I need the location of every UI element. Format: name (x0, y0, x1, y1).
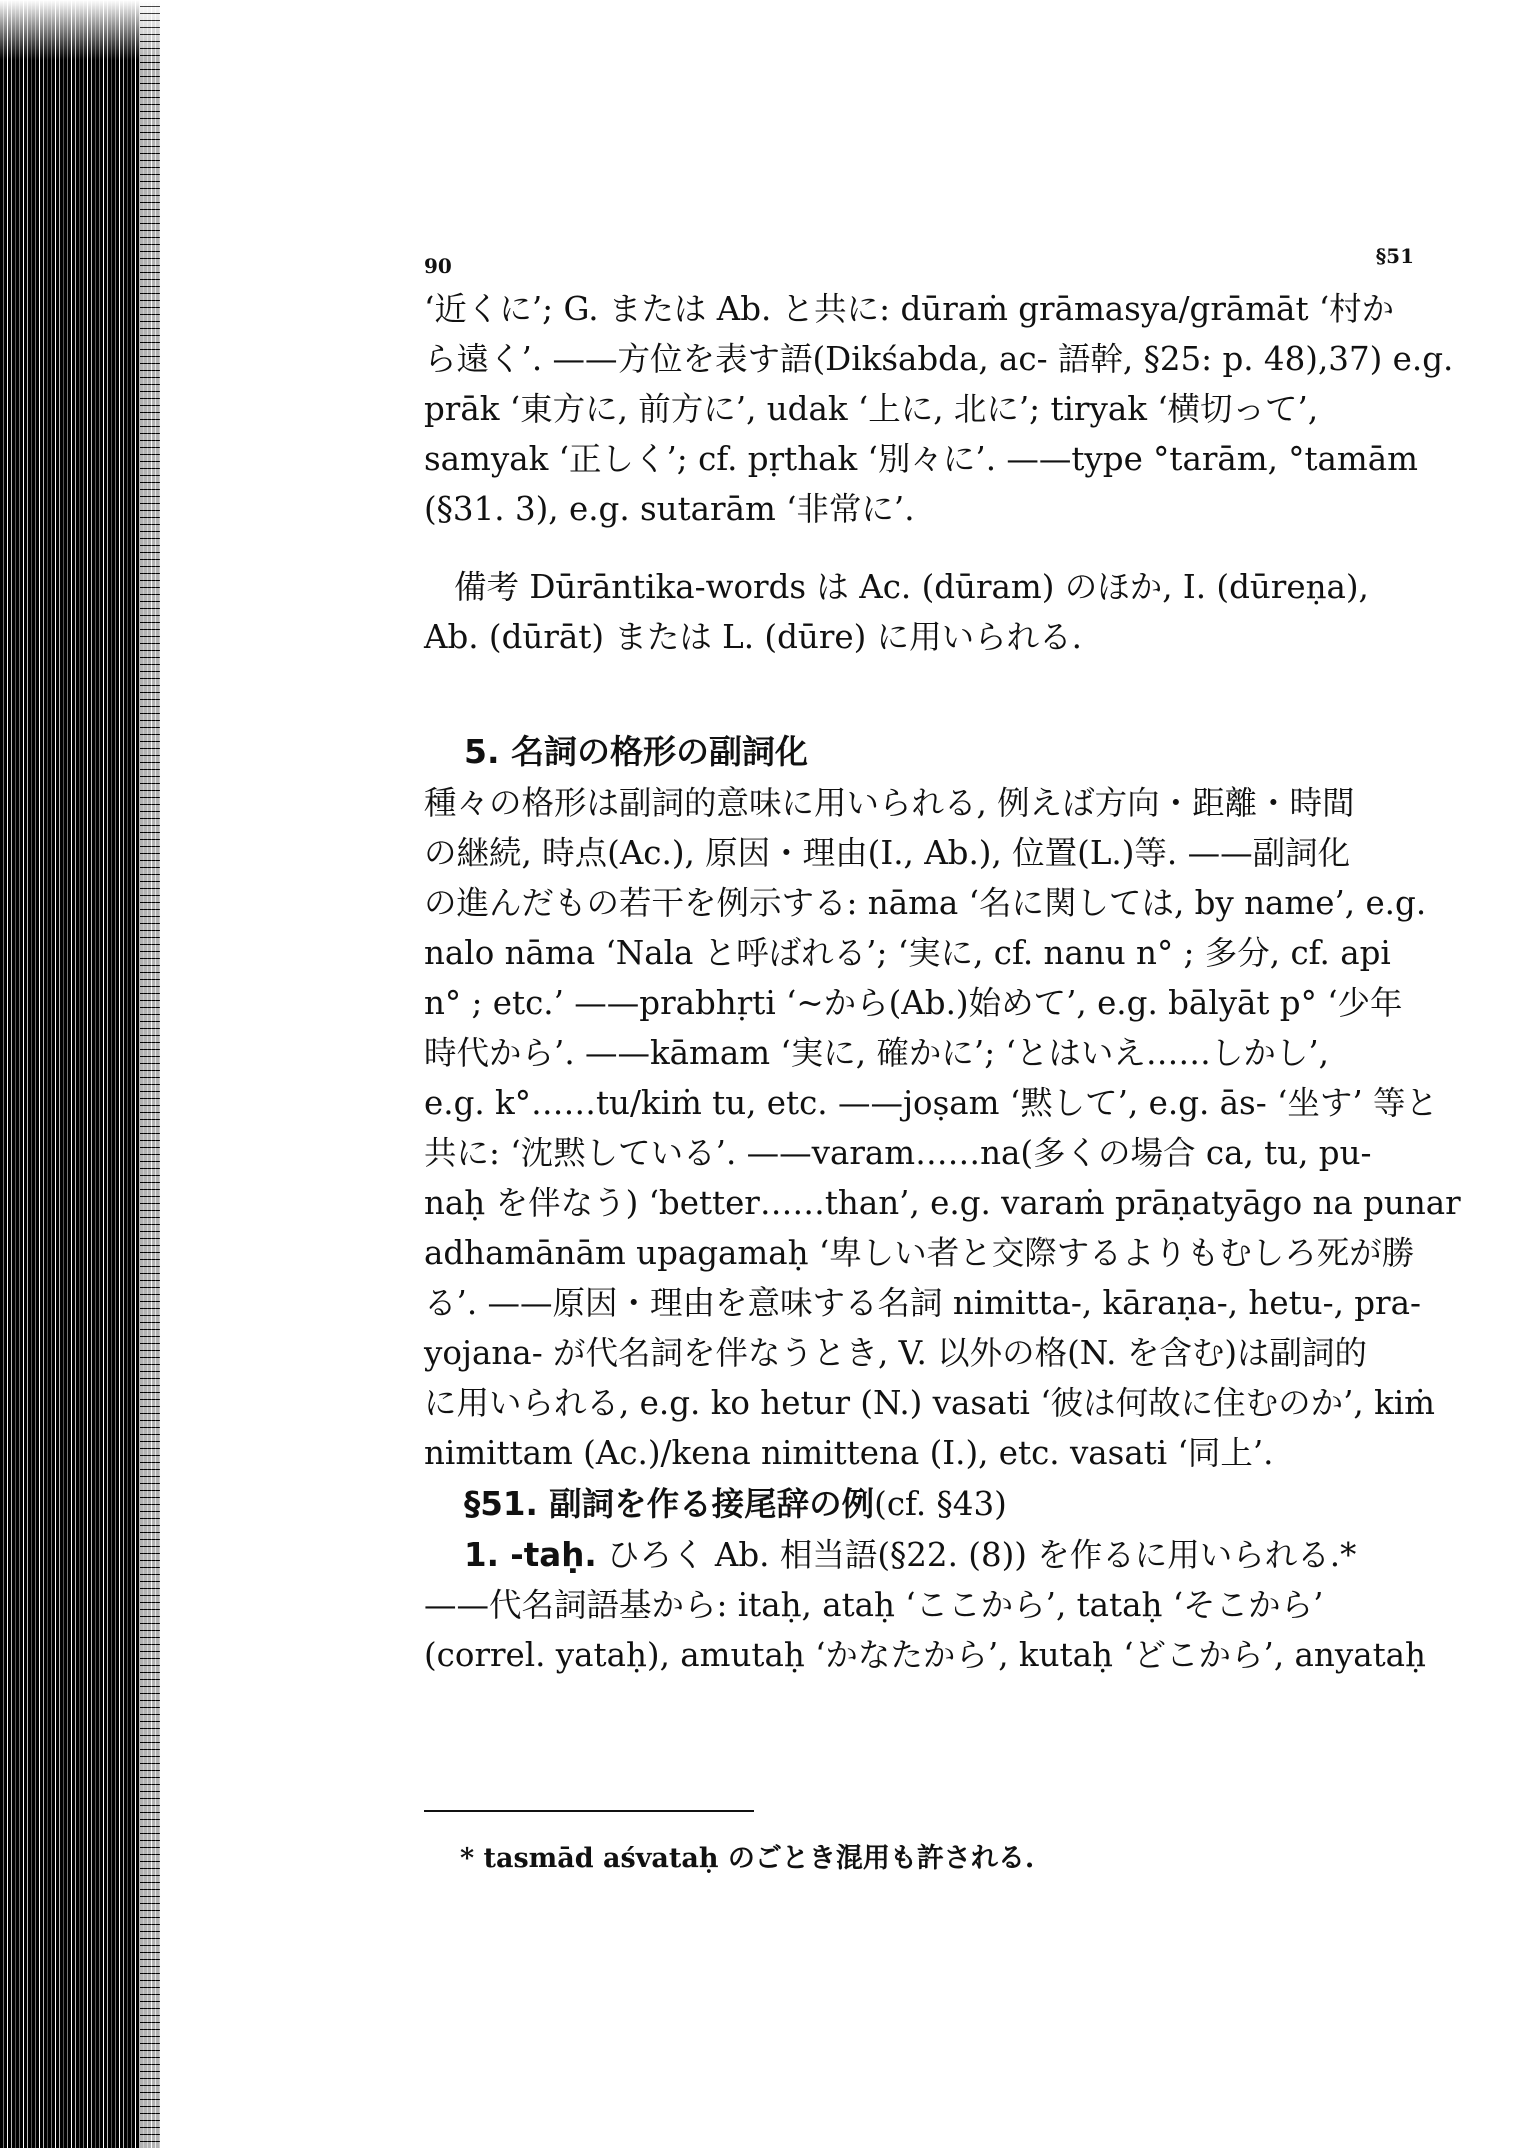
text-line: Ab. (dūrāt) または L. (dūre) に用いられる. (424, 618, 1082, 656)
text-line: nimittam (Ac.)/kena nimittena (I.), etc. vasati ‘同上’. (424, 1434, 1274, 1472)
text-line: の進んだもの若干を例示する: nāma ‘名に関しては, by name’, e.g. (424, 884, 1427, 922)
item-taH-suffix (424, 1530, 1426, 1680)
text-line: e.g. k°……tu/kiṁ tu, etc. ——joṣam ‘黙して’, e.g. ās- ‘坐す’ 等と (424, 1084, 1439, 1122)
section-heading-51 (464, 1478, 1414, 1530)
footnote-divider (424, 1810, 754, 1812)
page-header (424, 244, 1414, 284)
text-line: 時代から’. ——kāmam ‘実に, 確かに’; ‘とはいえ……しかし’, (424, 1034, 1330, 1072)
text-line: ——代名詞語基から: itaḥ, ataḥ ‘ここから’, tataḥ ‘そこから’ (424, 1586, 1324, 1624)
text-line: naḥ を伴なう) ‘better……than’, e.g. varaṁ prāṇatyāgo na punar (424, 1184, 1461, 1222)
item-description: ひろく Ab. 相当語(§22. (8)) を作るに用いられる.* (596, 1536, 1357, 1574)
paragraph-directional-words (424, 284, 1454, 534)
text-line: る’. ——原因・理由を意味する名詞 nimitta-, kāraṇa-, hetu-, pra- (424, 1284, 1421, 1322)
text-line: nalo nāma ‘Nala と呼ばれる’; ‘実に, cf. nanu n° ; 多分, cf. api (424, 934, 1391, 972)
footnote: * tasmād aśvataḥ のごとき混用も許される. (460, 1843, 1035, 1874)
text-line: (§31. 3), e.g. sutarām ‘非常に’. (424, 490, 915, 528)
page-content (424, 244, 1461, 1874)
remark-note (424, 562, 1414, 662)
text-line: 備考 Dūrāntika-words は Ac. (dūram) のほか, I. (dūreṇa), (454, 568, 1369, 606)
text-line: (correl. yataḥ), amutaḥ ‘かなたから’, kutaḥ ‘どこから’, anyataḥ (424, 1636, 1426, 1674)
book-spine-shadow (0, 0, 160, 2148)
text-line: prāk ‘東方に, 前方に’, udak ‘上に, 北に’; tiryak ‘横切って’, (424, 390, 1319, 428)
text-line: の継続, 時点(Ac.), 原因・理由(I., Ab.), 位置(L.)等. ——副詞化 (424, 834, 1351, 872)
subsection-heading-5: 5. 名詞の格形の副詞化 (464, 732, 808, 771)
item-label: 1. -taḥ. (464, 1536, 597, 1574)
text-line: 種々の格形は副詞的意味に用いられる, 例えば方向・距離・時間 (424, 784, 1355, 822)
item-first-line (424, 1530, 1414, 1580)
section-cross-reference: (cf. §43) (874, 1485, 1007, 1523)
section-title: §51. 副詞を作る接尾辞の例 (464, 1485, 875, 1523)
text-line: samyak ‘正しく’; cf. pṛthak ‘別々に’. ——type °tarām, °tamām (424, 440, 1418, 478)
paragraph-case-adverbialization (424, 778, 1461, 1478)
running-section-mark: §51 (1375, 244, 1414, 268)
text-line: yojana- が代名詞を伴なうとき, V. 以外の格(N. を含む)は副詞的 (424, 1334, 1367, 1372)
text-line: 共に: ‘沈黙している’. ——varam……na(多くの場合 ca, tu, pu- (424, 1134, 1372, 1172)
text-line: n° ; etc.’ ——prabhṛti ‘~から(Ab.)始めて’, e.g. bālyāt p° ‘少年 (424, 984, 1403, 1022)
text-line: ‘近くに’; G. または Ab. と共に: dūraṁ grāmasya/grāmāt ‘村か (424, 290, 1395, 328)
text-line: に用いられる, e.g. ko hetur (N.) vasati ‘彼は何故に住むのか’, kiṁ (424, 1384, 1435, 1422)
page-number: 90 (424, 254, 452, 278)
spine-top-fade (0, 0, 160, 60)
text-line: adhamānām upagamaḥ ‘卑しい者と交際するよりもむしろ死が勝 (424, 1234, 1415, 1272)
page-edge-stack (140, 0, 160, 2148)
text-line: ら遠く’. ——方位を表す語(Dikśabda, ac- 語幹, §25: p. 48),37) e.g. (424, 340, 1454, 378)
